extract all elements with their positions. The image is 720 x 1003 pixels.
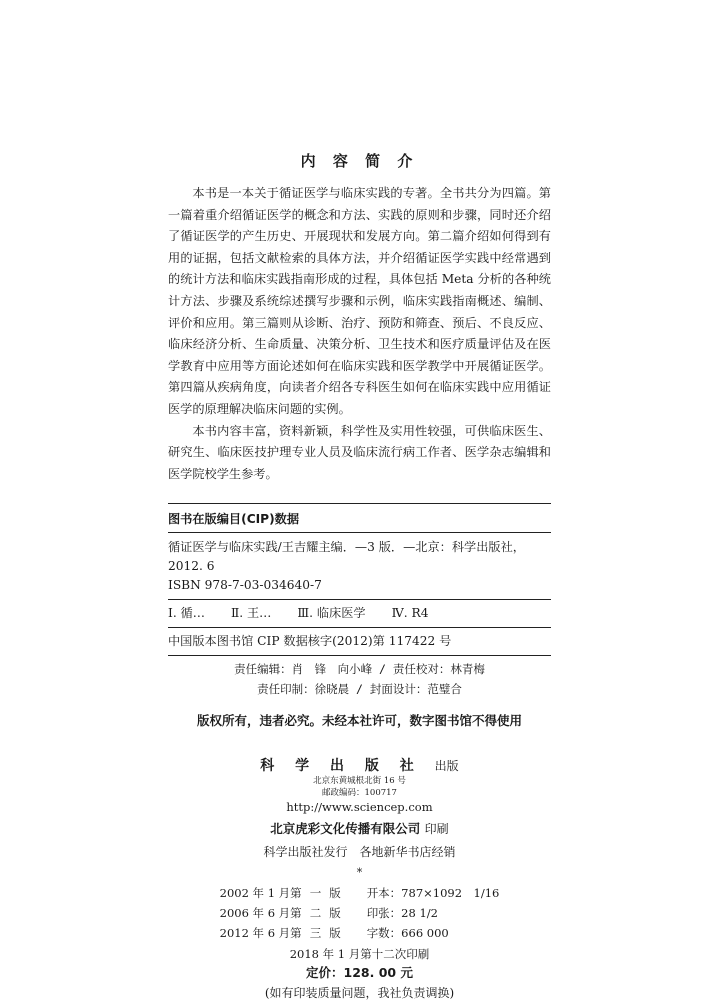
- edition-spec: 开本：787×1092 1/16: [366, 886, 500, 901]
- printer-suffix: 印刷: [424, 822, 449, 837]
- copyright-notice: 版权所有，违者必究。未经本社许可，数字图书馆不得使用: [196, 713, 522, 729]
- price: 定价：128. 00 元: [306, 965, 413, 981]
- edition-number: 三: [309, 926, 322, 941]
- summary-paragraph-1: 本书是一本关于循证医学与临床实践的专著。全书共分为四篇。第一篇着重介绍循证医学的概念和方法、实践的原则和步骤，同时还介绍了循证医学的产生历史、开展现状和发展方向。第二篇介绍如何得到有用的证据，包括文献检索的具体方法，并介绍循证医学实践中经常遇到的统计方法和临床实践指南形成的过程，具体包括 Meta 分析的各种统计方法、步骤及系统综述撰写步骤和示例，临床实践指南概述、编制、评价和应用。第三篇则从诊断、治疗、预防和筛查、预后、不良反应、临床经济分析、生命质量、决策分析、卫生技术和医疗质量评估及在医学教育中应用等方面论述如何在临床实践和医学教学中开展循证医学。第四篇从疾病角度，向读者介绍各专科医生如何在临床实践中应用循证医学的原理解决临床问题的实例。: [168, 186, 551, 416]
- edition-row: [216, 903, 504, 923]
- edition-date: 2006 年 6 月第: [219, 906, 302, 921]
- edition-row: [216, 883, 504, 903]
- publisher-url: http://www.sciencep.com: [286, 800, 433, 815]
- edition-date: 2002 年 1 月第: [219, 886, 302, 901]
- edition-date: 2012 年 6 月第: [219, 926, 302, 941]
- cip-isbn: ISBN 978-7-03-034640-7: [168, 578, 322, 593]
- publisher-address: 北京东黄城根北街 16 号: [313, 776, 406, 787]
- printer-line: [168, 819, 551, 837]
- publisher-name-line: [168, 755, 551, 775]
- printer-name: 北京虎彩文化传播有限公司: [270, 821, 421, 837]
- separator-star: *: [356, 866, 363, 880]
- cip-number: 中国版本图书馆 CIP 数据核字(2012)第 117422 号: [168, 634, 452, 649]
- publisher-name-suffix: 出版: [434, 759, 459, 774]
- edition-unit: 版: [329, 886, 341, 901]
- credits-line-1: 责任编辑：肖 锋 向小峰 / 责任校对：林青梅: [234, 662, 485, 677]
- edition-row: [216, 923, 504, 943]
- summary-title: 内 容 简 介: [300, 152, 419, 170]
- cip-class-4: Ⅳ. R4: [391, 606, 429, 621]
- edition-spec: 字数：666 000: [366, 926, 449, 941]
- distribution: 科学出版社发行 各地新华书店经销: [263, 845, 456, 860]
- cip-classification: [168, 600, 551, 628]
- quality-note: (如有印装质量问题，我社负责调换): [264, 986, 455, 1001]
- print-run: 2018 年 1 月第十二次印刷: [289, 947, 430, 962]
- summary-paragraph-2: 本书内容丰富，资料新颖，科学性及实用性较强，可供临床医生、研究生、临床医技护理专业人员及临床流行病工作者、医学杂志编辑和医学院校学生参考。: [168, 423, 551, 481]
- copyright-page: [168, 150, 551, 1003]
- edition-spec: 印张：28 1/2: [366, 906, 438, 921]
- cip-number-block: [168, 628, 551, 656]
- cip-title: 图书在版编目(CIP)数据: [168, 503, 551, 533]
- publisher-block: [168, 755, 551, 879]
- publisher-name: 科 学 出 版 社: [260, 758, 422, 775]
- cip-class-1: Ⅰ. 循…: [168, 606, 205, 621]
- cip-class-3: Ⅲ. 临床医学: [297, 606, 366, 621]
- edition-unit: 版: [329, 906, 341, 921]
- editions-table: [216, 883, 504, 943]
- publisher-postcode: 邮政编码：100717: [322, 788, 397, 799]
- edition-number: 二: [309, 906, 322, 921]
- edition-unit: 版: [329, 926, 341, 941]
- cip-record-block: [168, 533, 551, 600]
- credits-line-2: 责任印制：徐晓晨 / 封面设计：范璧合: [257, 682, 462, 697]
- cip-record: 循证医学与临床实践/王吉耀主编．—3 版．—北京：科学出版社，2012. 6: [168, 540, 525, 574]
- cip-class-2: Ⅱ. 王…: [230, 606, 272, 621]
- edition-number: 一: [309, 886, 322, 901]
- credits: [168, 659, 551, 699]
